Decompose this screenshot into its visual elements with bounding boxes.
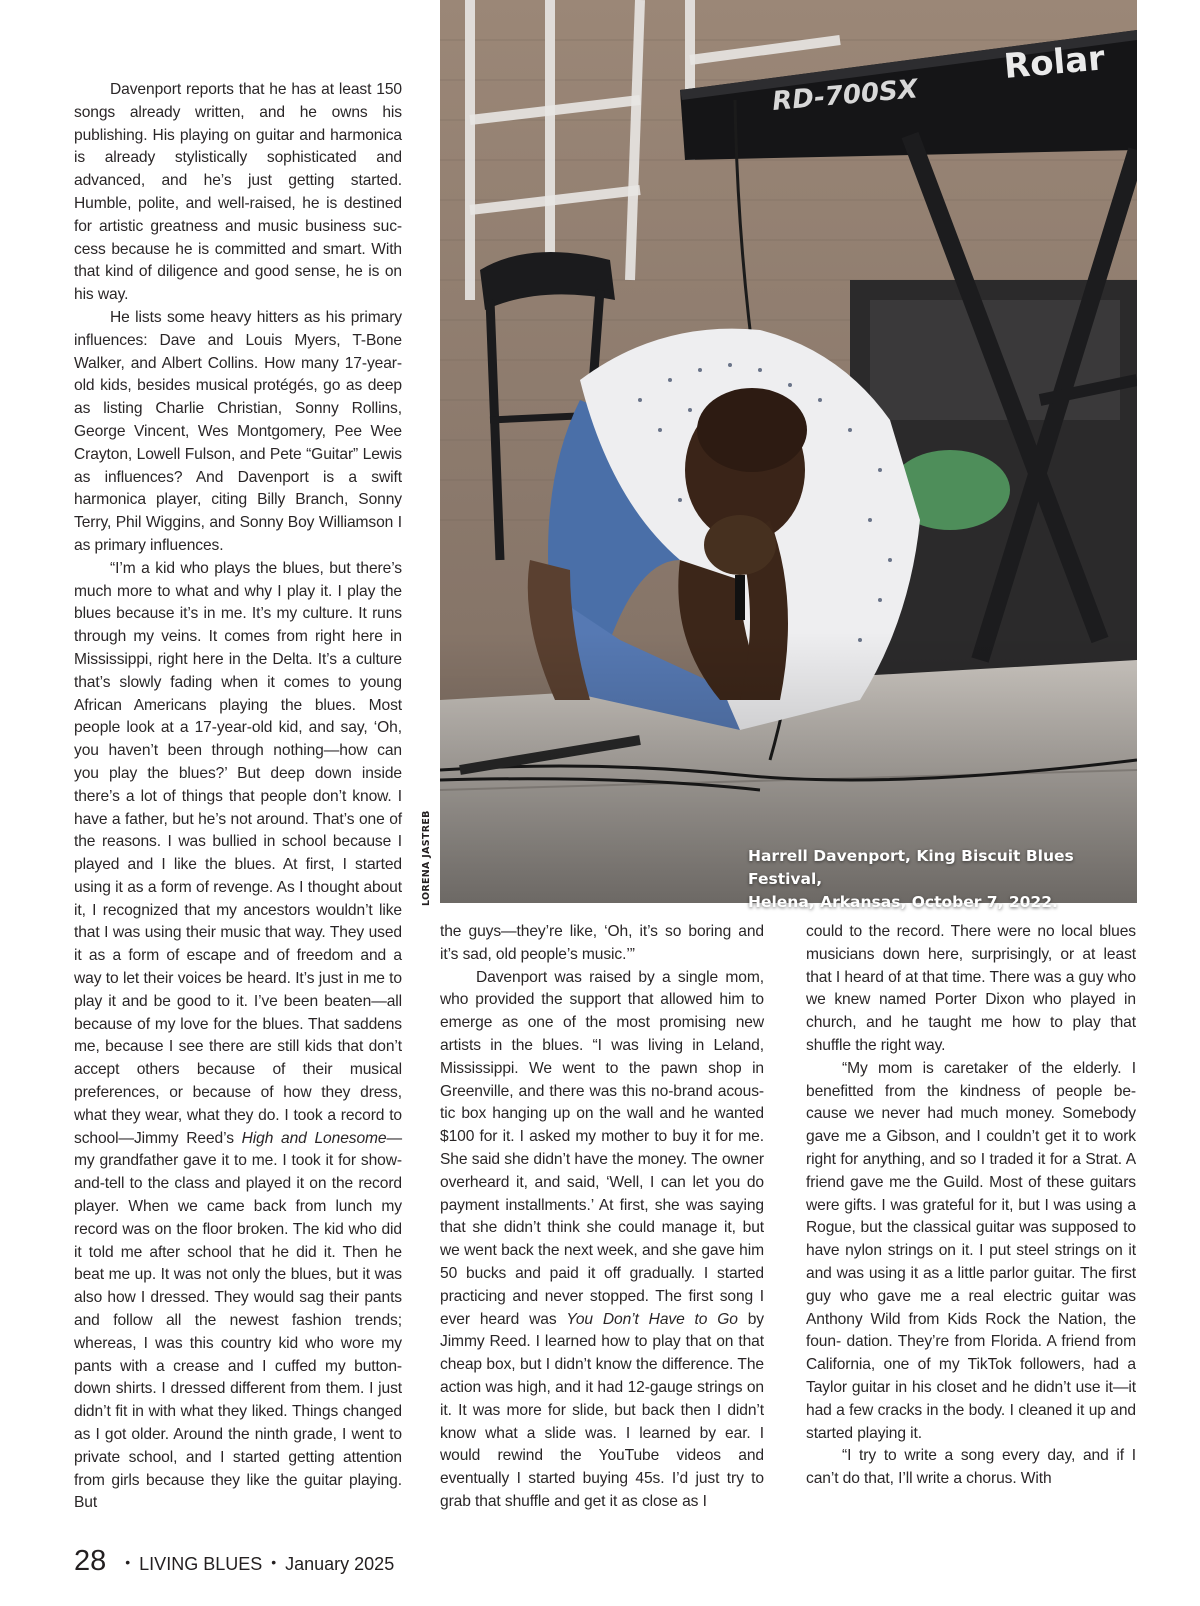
left-text-column: [74, 79, 402, 1515]
feature-photo: [440, 0, 1137, 903]
caption-line: Helena, Arkansas, October 7, 2022.: [748, 893, 1058, 911]
bullet-separator: •: [271, 1554, 277, 1570]
text-run: “I’m a kid who plays the blues, but there’s much more to what and why I play it. I play the blues because it’s in me. It’s my culture. It runs through my veins. It comes from right here in Mississippi, right here in the Delta. It’s a culture that’s slowly fading when it comes to young African Americans playing the blues. Most people look at a 17-year-old kid, and say, ‘Oh, you haven’t been through nothing—how can you play the blues?’ But deep down inside there’s a lot of things that people don’t know. I have a father, but he’s not around. That’s one of the reasons. I was bullied in school because I played and I like the blues. At first, I started using it as a form of revenge. As I thought about it, I recognized that my ancestors wouldn’t like that I was using their music that way. They used it as a form of escape and of freedom and a way to let their voices be heard. It’s just in me to play it and be good to it. I’ve been beaten—all because of my love for the blues. That saddens me, because I see there are still kids that don’t accept others because of their musical preferences, or because of how they dress, what they wear, what they do. I took a record to school—Jimmy Reed’s: [74, 559, 402, 1147]
caption-line: Harrell Davenport, King Biscuit Blues Festival,: [748, 847, 1074, 888]
text-run: —my grandfather gave it to me. I took it for show-and-tell to the class and played it on the record player. When we came back from lunch my record was on the floor broken. The kid who did it told me after school that he did it. Then he beat me up. It was not only the blues, but it was also how I dressed. They would sag their pants and follow all the newest fashion trends; whereas, I was this country kid who wore my pants with a crease and I cuffed my button-down shirts. I dressed different from them. I just didn’t fit in with what they liked. Things changed as I got older. Around the ninth grade, I went to private school, and I started getting attention from girls because they like the guitar playing. But: [74, 1129, 402, 1512]
publication-name: LIVING BLUES: [139, 1554, 263, 1574]
page-number: 28: [74, 1545, 107, 1577]
song-title: You Don’t Have to Go: [566, 1310, 738, 1328]
body-paragraph: “My mom is caretaker of the elderly. I benefitted from the kindness of people be- cause we never had much money. Somebody gave me a Gibson, and I couldn’t get it to work right for anything, and so I traded it for a Strat. A friend gave me the Guild. Most of these guitars were gifts. I was grateful for it, but I was using a Rogue, but the classical guitar was supposed to have nylon strings on it. I put steel strings on it and was using it as a little parlor guitar. The first guy who gave me a real electric guitar was Anthony Wild from Kids Rock the Nation, the foun- dation. They’re from Florida. A friend from California, one of my TikTok followers, had a Taylor guitar in his closet and he didn’t use it—it had a few cracks in the body. I cleaned it up and started playing it.: [806, 1059, 1136, 1442]
bullet-separator: •: [125, 1554, 131, 1570]
body-paragraph: He lists some heavy hitters as his primary influences: Dave and Louis Myers, T-Bone Walker, and Albert Collins. How many 17-year-old kids, besides musical protégés, go as deep as listing Charlie Christian, Sonny Rollins, George Vincent, Wes Montgomery, Pee Wee Crayton, Lowell Fulson, and Pete “Guitar” Lewis as influences? And Davenport is a swift harmonica player, citing Billy Branch, Sonny Terry, Phil Wiggins, and Sonny Boy Williamson I as primary influences.: [74, 308, 402, 554]
photo-credit: LORENA JASTREB: [421, 810, 432, 906]
body-paragraph: “I try to write a song every day, and if I can’t do that, I’ll write a chorus. With: [806, 1447, 1136, 1488]
text-run: Davenport was raised by a single mom, who provided the support that allowed him to emerge as one of the most promising new artists in the blues. “I was living in Leland, Mississippi. We went to the pawn shop in Greenville, and there was this no-brand acous- tic box hanging up on the wall and he wanted $100 for it. I asked my mother to buy it for me. She said she didn’t have the money. The owner overheard it, and said, ‘Well, I can let you do payment installments.’ At first, she was saying that she didn’t think she could manage it, but we went back the next week, and she gave him 50 bucks and paid it off gradually. I started practicing and never stopped. The first song I ever heard was: [440, 968, 764, 1328]
right-text-column: [806, 921, 1136, 1491]
album-title: High and Lonesome: [241, 1129, 387, 1147]
body-paragraph: [74, 558, 402, 1515]
issue-date: January 2025: [285, 1554, 395, 1574]
body-paragraph: Davenport reports that he has at least 150 songs already written, and he owns his publishing. His playing on guitar and harmonica is already stylistically sophisticated and advanced, and he’s just getting started. Humble, polite, and well-raised, he is destined for artistic greatness and music business suc- cess because he is committed and smart. With that kind of diligence and good sense, he is on his way.: [74, 81, 402, 304]
body-paragraph: [440, 967, 764, 1514]
body-paragraph: the guys—they’re like, ‘Oh, it’s so boring and it’s sad, old people’s music.’”: [440, 923, 764, 963]
middle-text-column: [440, 921, 764, 1514]
page-footer: [74, 1545, 394, 1578]
body-paragraph: could to the record. There were no local blues musicians down here, surprisingly, or at least that I heard of at that time. There was a guy who we knew named Porter Dixon who played in church, and he taught me how to play that shuffle the right way.: [806, 923, 1136, 1054]
photo-caption: [748, 845, 1128, 914]
text-run: by Jimmy Reed. I learned how to play that on that cheap box, but I didn’t know the difference. The action was high, and it had 12-gauge strings on it. It was more for slide, but back then I didn’t know what a slide was. I learned by ear. I would rewind the YouTube videos and eventually I started buying 45s. I’d just try to grab that shuffle and get it as close as I: [440, 1310, 764, 1510]
